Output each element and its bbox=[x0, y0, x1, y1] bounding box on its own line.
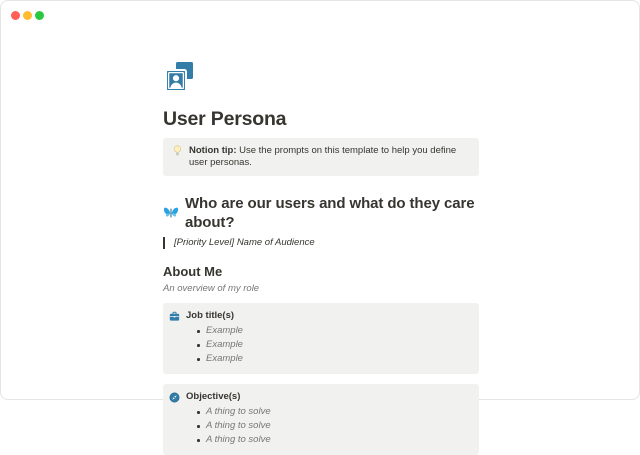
objective-items bbox=[169, 405, 469, 447]
portrait-icon[interactable] bbox=[163, 61, 195, 93]
list-item[interactable]: A thing to solve bbox=[169, 419, 469, 433]
job-title-label: Job title(s) bbox=[186, 310, 235, 321]
list-item[interactable]: Example bbox=[169, 338, 469, 352]
zoom-button[interactable] bbox=[35, 11, 44, 20]
list-item[interactable]: Example bbox=[169, 324, 469, 338]
objective-block[interactable] bbox=[163, 384, 479, 455]
window-controls bbox=[11, 11, 44, 20]
compass-icon bbox=[169, 392, 180, 403]
page-title[interactable]: User Persona bbox=[163, 108, 287, 130]
job-title-header bbox=[169, 310, 469, 322]
notion-tip-callout[interactable] bbox=[163, 138, 479, 176]
callout-text-rest: Use the prompts on this template to help you define user personas. bbox=[189, 145, 457, 168]
job-title-block[interactable] bbox=[163, 303, 479, 374]
minimize-button[interactable] bbox=[23, 11, 32, 20]
page-content bbox=[163, 61, 479, 455]
audience-heading[interactable] bbox=[163, 194, 479, 232]
audience-heading-text: Who are our users and what do they care about? bbox=[185, 195, 475, 231]
list-item[interactable]: Example bbox=[169, 352, 469, 366]
list-item[interactable]: A thing to solve bbox=[169, 405, 469, 419]
job-title-items bbox=[169, 324, 469, 366]
audience-quote[interactable]: [Priority Level] Name of Audience bbox=[163, 237, 479, 249]
about-me-subtitle[interactable]: An overview of my role bbox=[163, 283, 260, 294]
objective-header bbox=[169, 391, 469, 403]
lightbulb-icon bbox=[173, 145, 182, 157]
butterfly-icon bbox=[163, 206, 179, 220]
callout-text-bold: Notion tip: bbox=[189, 145, 237, 156]
callout-text bbox=[189, 145, 469, 169]
list-item[interactable]: A thing to solve bbox=[169, 433, 469, 447]
briefcase-icon bbox=[169, 311, 180, 322]
objective-label: Objective(s) bbox=[186, 391, 241, 402]
about-me-heading[interactable]: About Me bbox=[163, 264, 223, 279]
close-button[interactable] bbox=[11, 11, 20, 20]
